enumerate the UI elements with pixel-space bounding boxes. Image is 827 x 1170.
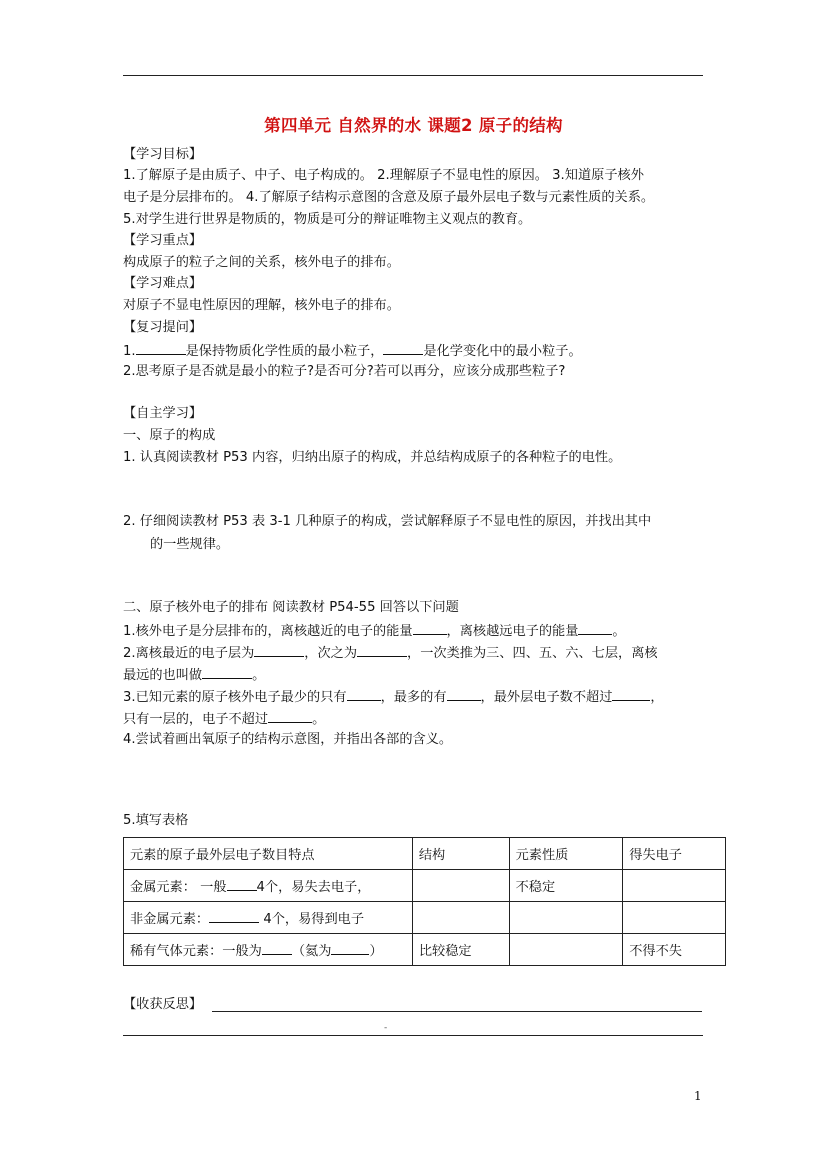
key-points-heading: 【学习重点】 <box>123 233 203 248</box>
answer-blank[interactable] <box>612 687 650 701</box>
answer-blank[interactable] <box>357 643 407 657</box>
electron-question-2: 2.离核最近的电子层为 ，次之为 ，一次类推为三、四、五、六、七层，离核 <box>123 643 658 663</box>
electron-question-2-cont: 最远的也叫做 。 <box>123 665 265 685</box>
page-title: 第四单元 自然界的水 课题2 原子的结构 <box>264 116 563 135</box>
key-points-text: 构成原子的粒子之间的关系，核外电子的排布。 <box>123 255 400 270</box>
header-rule <box>123 75 703 76</box>
footer-dot: - <box>384 1023 388 1033</box>
answer-blank[interactable] <box>202 665 252 679</box>
answer-blank[interactable] <box>331 941 369 955</box>
answer-blank[interactable] <box>447 687 481 701</box>
table-header-cell: 元素的原子最外层电子数目特点 <box>124 838 413 870</box>
answer-blank[interactable] <box>136 341 186 355</box>
reflection-heading: 【收获反思】 <box>123 997 203 1012</box>
section-electron-arrangement: 二、原子核外电子的排布 阅读教材 P54-55 回答以下问题 <box>123 600 459 615</box>
table-cell-empty[interactable] <box>623 870 726 902</box>
self-study-item-2-line-1: 2. 仔细阅读教材 P53 表 3-1 几种原子的构成，尝试解释原子不显电性的原因，并找出其中 <box>123 514 652 529</box>
table-cell: 金属元素： 一般 4个，易失去电子， <box>124 870 413 902</box>
electron-question-1: 1.核外电子是分层排布的，离核越近的电子的能量 ，离核越远电子的能量 。 <box>123 621 626 641</box>
electron-question-3: 3.已知元素的原子核外电子最少的只有 ，最多的有 ，最外层电子数不超过 ， <box>123 687 664 707</box>
answer-blank[interactable] <box>268 709 312 723</box>
self-study-heading: 【自主学习】 <box>123 406 203 421</box>
answer-blank[interactable] <box>254 643 304 657</box>
table-header-cell: 结构 <box>412 838 509 870</box>
difficult-points-text: 对原子不显电性原因的理解，核外电子的排布。 <box>123 298 400 313</box>
reflection-answer-line[interactable] <box>212 1011 702 1012</box>
footer-rule <box>123 1035 703 1036</box>
table-cell-empty[interactable] <box>412 870 509 902</box>
answer-blank[interactable] <box>262 941 292 955</box>
table-cell: 不得不失 <box>623 934 726 966</box>
electron-question-4: 4.尝试着画出氧原子的结构示意图，并指出各部的含义。 <box>123 732 453 747</box>
answer-blank[interactable] <box>413 621 447 635</box>
electron-question-5: 5.填写表格 <box>123 813 189 828</box>
section-atomic-structure: 一、原子的构成 <box>123 428 216 443</box>
answer-blank[interactable] <box>209 909 259 923</box>
table-cell-empty[interactable] <box>509 902 623 934</box>
goals-line-1: 1.了解原子是由质子、中子、电子构成的。 2.理解原子不显电性的原因。 3.知道原子核外 <box>123 168 644 183</box>
table-row <box>124 934 726 966</box>
table-cell: 非金属元素： 4个，易得到电子 <box>124 902 413 934</box>
table-cell: 不稳定 <box>509 870 623 902</box>
table-header-cell: 得失电子 <box>623 838 726 870</box>
table-cell: 比较稳定 <box>412 934 509 966</box>
page-number: 1 <box>694 1089 702 1103</box>
table-row <box>124 902 726 934</box>
table-cell-empty[interactable] <box>623 902 726 934</box>
review-question-2: 2.思考原子是否就是最小的粒子?是否可分?若可以再分，应该分成那些粒子? <box>123 364 566 379</box>
difficult-points-heading: 【学习难点】 <box>123 276 203 291</box>
review-question-1: 1. 是保持物质化学性质的最小粒子， 是化学变化中的最小粒子。 <box>123 341 582 361</box>
goals-line-2: 电子是分层排布的。 4.了解原子结构示意图的含意及原子最外层电子数与元素性质的关系。 <box>123 190 655 205</box>
table-header-cell: 元素性质 <box>509 838 623 870</box>
electron-question-3-cont: 只有一层的，电子不超过 。 <box>123 709 325 729</box>
answer-blank[interactable] <box>227 877 257 891</box>
self-study-item-2-line-2: 的一些规律。 <box>150 537 230 552</box>
answer-blank[interactable] <box>578 621 612 635</box>
goals-line-3: 5.对学生进行世界是物质的，物质是可分的辩证唯物主义观点的教育。 <box>123 212 532 227</box>
answer-blank[interactable] <box>383 341 423 355</box>
goals-heading: 【学习目标】 <box>123 147 203 162</box>
fill-in-table <box>123 837 726 966</box>
self-study-item-1: 1. 认真阅读教材 P53 内容，归纳出原子的构成，并总结构成原子的各种粒子的电性。 <box>123 450 622 465</box>
table-row <box>124 870 726 902</box>
table-cell-empty[interactable] <box>412 902 509 934</box>
review-heading: 【复习提问】 <box>123 320 203 335</box>
answer-blank[interactable] <box>347 687 381 701</box>
table-cell-empty[interactable] <box>509 934 623 966</box>
table-header-row <box>124 838 726 870</box>
table-cell: 稀有气体元素：一般为 （氦为 ） <box>124 934 413 966</box>
